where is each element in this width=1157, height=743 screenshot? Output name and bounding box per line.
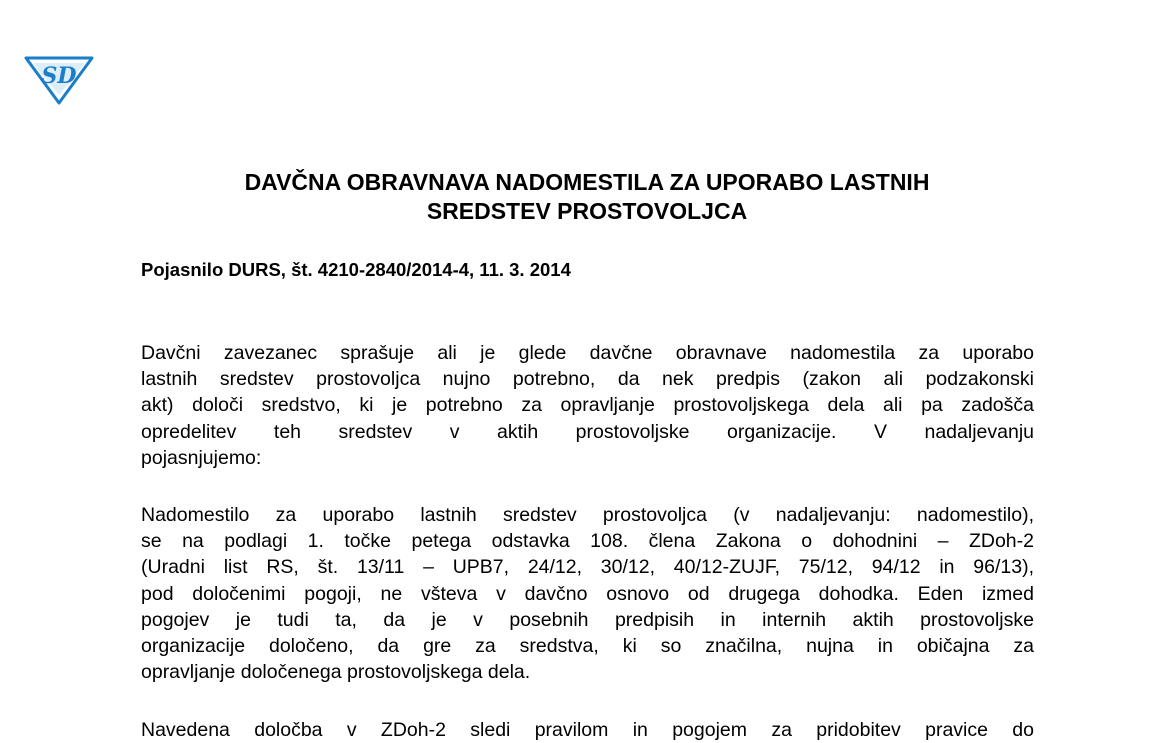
- sd-logo: [22, 50, 96, 106]
- paragraph-line: se na podlagi 1. točke petega odstavka 108. člena Zakona o dohodnini – ZDoh-2: [141, 530, 1034, 553]
- title-line: SREDSTEV PROSTOVOLJCA: [426, 198, 748, 224]
- paragraph-line: lastnih sredstev prostovoljca nujno potrebno, da nek predpis (zakon ali podzakonski: [141, 368, 1034, 391]
- paragraph-line: pojasnjujemo:: [141, 446, 262, 469]
- paragraph: [141, 502, 1034, 685]
- paragraph-line: opredelitev teh sredstev v aktih prostovoljske organizacije. V nadaljevanju: [141, 420, 1034, 443]
- paragraph: [141, 717, 1034, 743]
- paragraph: [141, 340, 1034, 471]
- paragraph-line: opravljanje določenega prostovoljskega dela.: [141, 661, 531, 684]
- paragraph-line: Nadomestilo za uporabo lastnih sredstev prostovoljca (v nadaljevanju: nadomestilo),: [141, 504, 1034, 526]
- sd-shield-icon: [22, 50, 96, 106]
- title-line: DAVČNA OBRAVNAVA NADOMESTILA ZA UPORABO LASTNIH: [244, 169, 930, 195]
- paragraph-line: organizacije določeno, da gre za sredstva, ki so značilna, nujna in običajna za: [141, 634, 1034, 657]
- logo-monogram: SD: [41, 63, 77, 89]
- document-subtitle: Pojasnilo DURS, št. 4210-2840/2014-4, 11. 3. 2014: [141, 259, 571, 280]
- paragraph-line: Davčni zavezanec sprašuje ali je glede davčne obravnave nadomestila za uporabo: [141, 342, 1034, 364]
- paragraph-line: (Uradni list RS, št. 13/11 – UPB7, 24/12, 30/12, 40/12-ZUJF, 75/12, 94/12 in 96/13),: [141, 556, 1034, 579]
- paragraph-line: Navedena določba v ZDoh-2 sledi pravilom in pogojem za pridobitev pravice do: [141, 719, 1034, 741]
- paragraph-line: akt) določi sredstvo, ki je potrebno za opravljanje prostovoljskega dela ali pa zadošča: [141, 394, 1034, 417]
- document-title: [140, 168, 1034, 226]
- paragraph-line: pogojev je tudi ta, da je v posebnih predpisih in internih aktih prostovoljske: [141, 608, 1034, 631]
- paragraph-line: pod določenimi pogoji, ne všteva v davčno osnovo od drugega dohodka. Eden izmed: [141, 582, 1034, 605]
